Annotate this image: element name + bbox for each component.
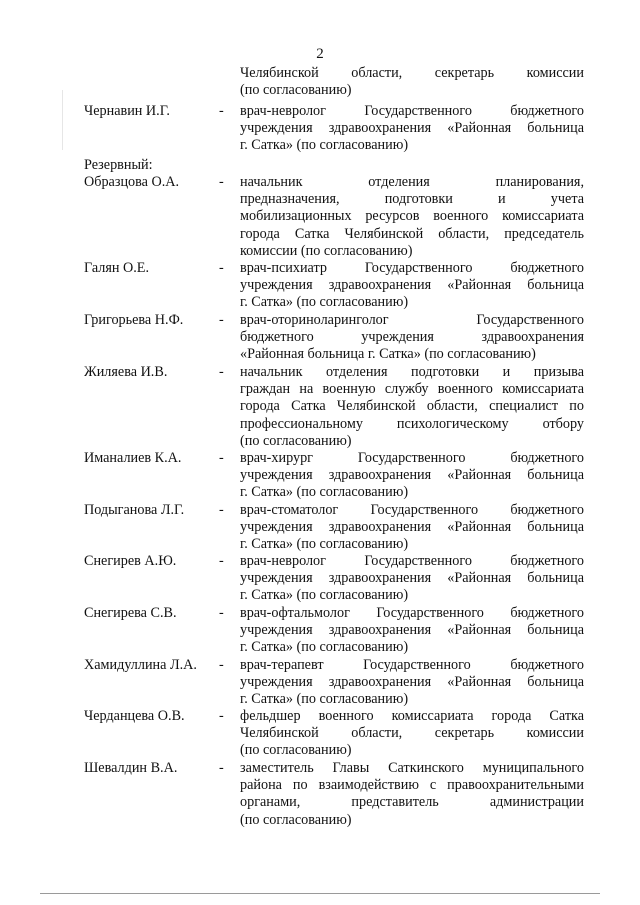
entry-description (240, 708, 584, 760)
description-line: начальник отделения подготовки и призыва (240, 364, 584, 380)
description-line: г. Сатка» (по согласованию) (240, 691, 409, 708)
description-line: предназначения, подготовки и учета (240, 191, 584, 208)
member-name: Снегирева С.В. (84, 605, 177, 621)
description-line: начальник отделения планирования, (240, 174, 584, 190)
description-line: врач-терапевт Государственного бюджетного (240, 657, 584, 673)
description-line: учреждения здравоохранения «Районная больница (240, 622, 584, 639)
description-line: врач-хирург Государственного бюджетного (240, 450, 584, 466)
entry-description (240, 502, 584, 554)
description-line: Челябинской области, секретарь комиссии (240, 725, 584, 742)
description-line: учреждения здравоохранения «Районная больница (240, 519, 584, 536)
dash-separator: - (219, 364, 224, 380)
dash-separator: - (219, 605, 224, 621)
dash-separator: - (219, 657, 224, 673)
dash-separator: - (219, 450, 224, 466)
member-name: Чернавин И.Г. (84, 103, 170, 119)
entry-description (240, 450, 584, 502)
description-line: «Районная больница г. Сатка» (по согласованию) (240, 346, 536, 363)
member-name: Жиляева И.В. (84, 364, 168, 380)
dash-separator: - (219, 174, 224, 190)
entry-description (240, 553, 584, 605)
description-line: района по взаимодействию с правоохранительными (240, 777, 584, 794)
description-line: г. Сатка» (по согласованию) (240, 639, 409, 656)
description-line: учреждения здравоохранения «Районная больница (240, 570, 584, 587)
description-line: (по согласованию) (240, 432, 352, 449)
page-bottom-edge (40, 893, 600, 894)
description-line: врач-офтальмолог Государственного бюджетного (240, 605, 584, 621)
description-line: г. Сатка» (по согласованию) (240, 137, 409, 154)
member-name: Хамидуллина Л.А. (84, 657, 197, 673)
description-line: учреждения здравоохранения «Районная больница (240, 120, 584, 137)
description-line: Челябинской области, секретарь комиссии (240, 65, 584, 81)
member-name: Черданцева О.В. (84, 708, 185, 724)
entry-description (240, 760, 584, 829)
description-line: г. Сатка» (по согласованию) (240, 587, 409, 604)
entry-description (240, 103, 584, 155)
description-line: заместитель Главы Саткинского муниципального (240, 760, 584, 776)
description-line: учреждения здравоохранения «Районная больница (240, 277, 584, 294)
entry-description (240, 65, 584, 99)
description-line: учреждения здравоохранения «Районная больница (240, 467, 584, 484)
scan-margin-artifact (62, 90, 63, 150)
description-line: комиссии (по согласованию) (240, 242, 413, 259)
description-line: врач-невролог Государственного бюджетного (240, 103, 584, 119)
reserve-section-label: Резервный: (84, 157, 153, 173)
description-line: (по согласованию) (240, 82, 352, 99)
entry-description (240, 657, 584, 709)
member-name: Образцова О.А. (84, 174, 180, 190)
page-number: 2 (316, 46, 324, 62)
member-name: Шевалдин В.А. (84, 760, 178, 776)
description-line: врач-невролог Государственного бюджетного (240, 553, 584, 569)
description-line: граждан на военную службу военного комиссариата (240, 381, 584, 398)
entry-description (240, 605, 584, 657)
dash-separator: - (219, 502, 224, 518)
description-line: органами, представитель администрации (240, 794, 584, 811)
description-line: врач-психиатр Государственного бюджетного (240, 260, 584, 276)
dash-separator: - (219, 103, 224, 119)
description-line: (по согласованию) (240, 742, 352, 759)
member-name: Подыганова Л.Г. (84, 502, 185, 518)
member-name: Галян О.Е. (84, 260, 150, 276)
description-line: г. Сатка» (по согласованию) (240, 294, 409, 311)
member-name: Иманалиев К.А. (84, 450, 182, 466)
description-line: учреждения здравоохранения «Районная больница (240, 674, 584, 691)
entry-description (240, 364, 584, 450)
dash-separator: - (219, 708, 224, 724)
description-line: г. Сатка» (по согласованию) (240, 484, 409, 501)
entry-description (240, 174, 584, 260)
description-line: города Сатка Челябинской области, специалист по (240, 398, 584, 415)
description-line: профессиональному психологическому отбору (240, 415, 584, 432)
member-name: Григорьева Н.Ф. (84, 312, 184, 328)
description-line: врач-оториноларинголог Государственного (240, 312, 584, 328)
description-line: бюджетного учреждения здравоохранения (240, 329, 584, 346)
description-line: фельдшер военного комиссариата города Сатка (240, 708, 584, 724)
dash-separator: - (219, 553, 224, 569)
description-line: мобилизационных ресурсов военного комиссариата (240, 208, 584, 225)
description-line: врач-стоматолог Государственного бюджетного (240, 502, 584, 518)
dash-separator: - (219, 760, 224, 776)
member-name: Снегирев А.Ю. (84, 553, 177, 569)
description-line: г. Сатка» (по согласованию) (240, 536, 409, 553)
description-line: города Сатка Челябинской области, председатель (240, 225, 584, 242)
description-line: (по согласованию) (240, 811, 352, 828)
dash-separator: - (219, 312, 224, 328)
dash-separator: - (219, 260, 224, 276)
entry-description (240, 260, 584, 312)
entry-description (240, 312, 584, 364)
